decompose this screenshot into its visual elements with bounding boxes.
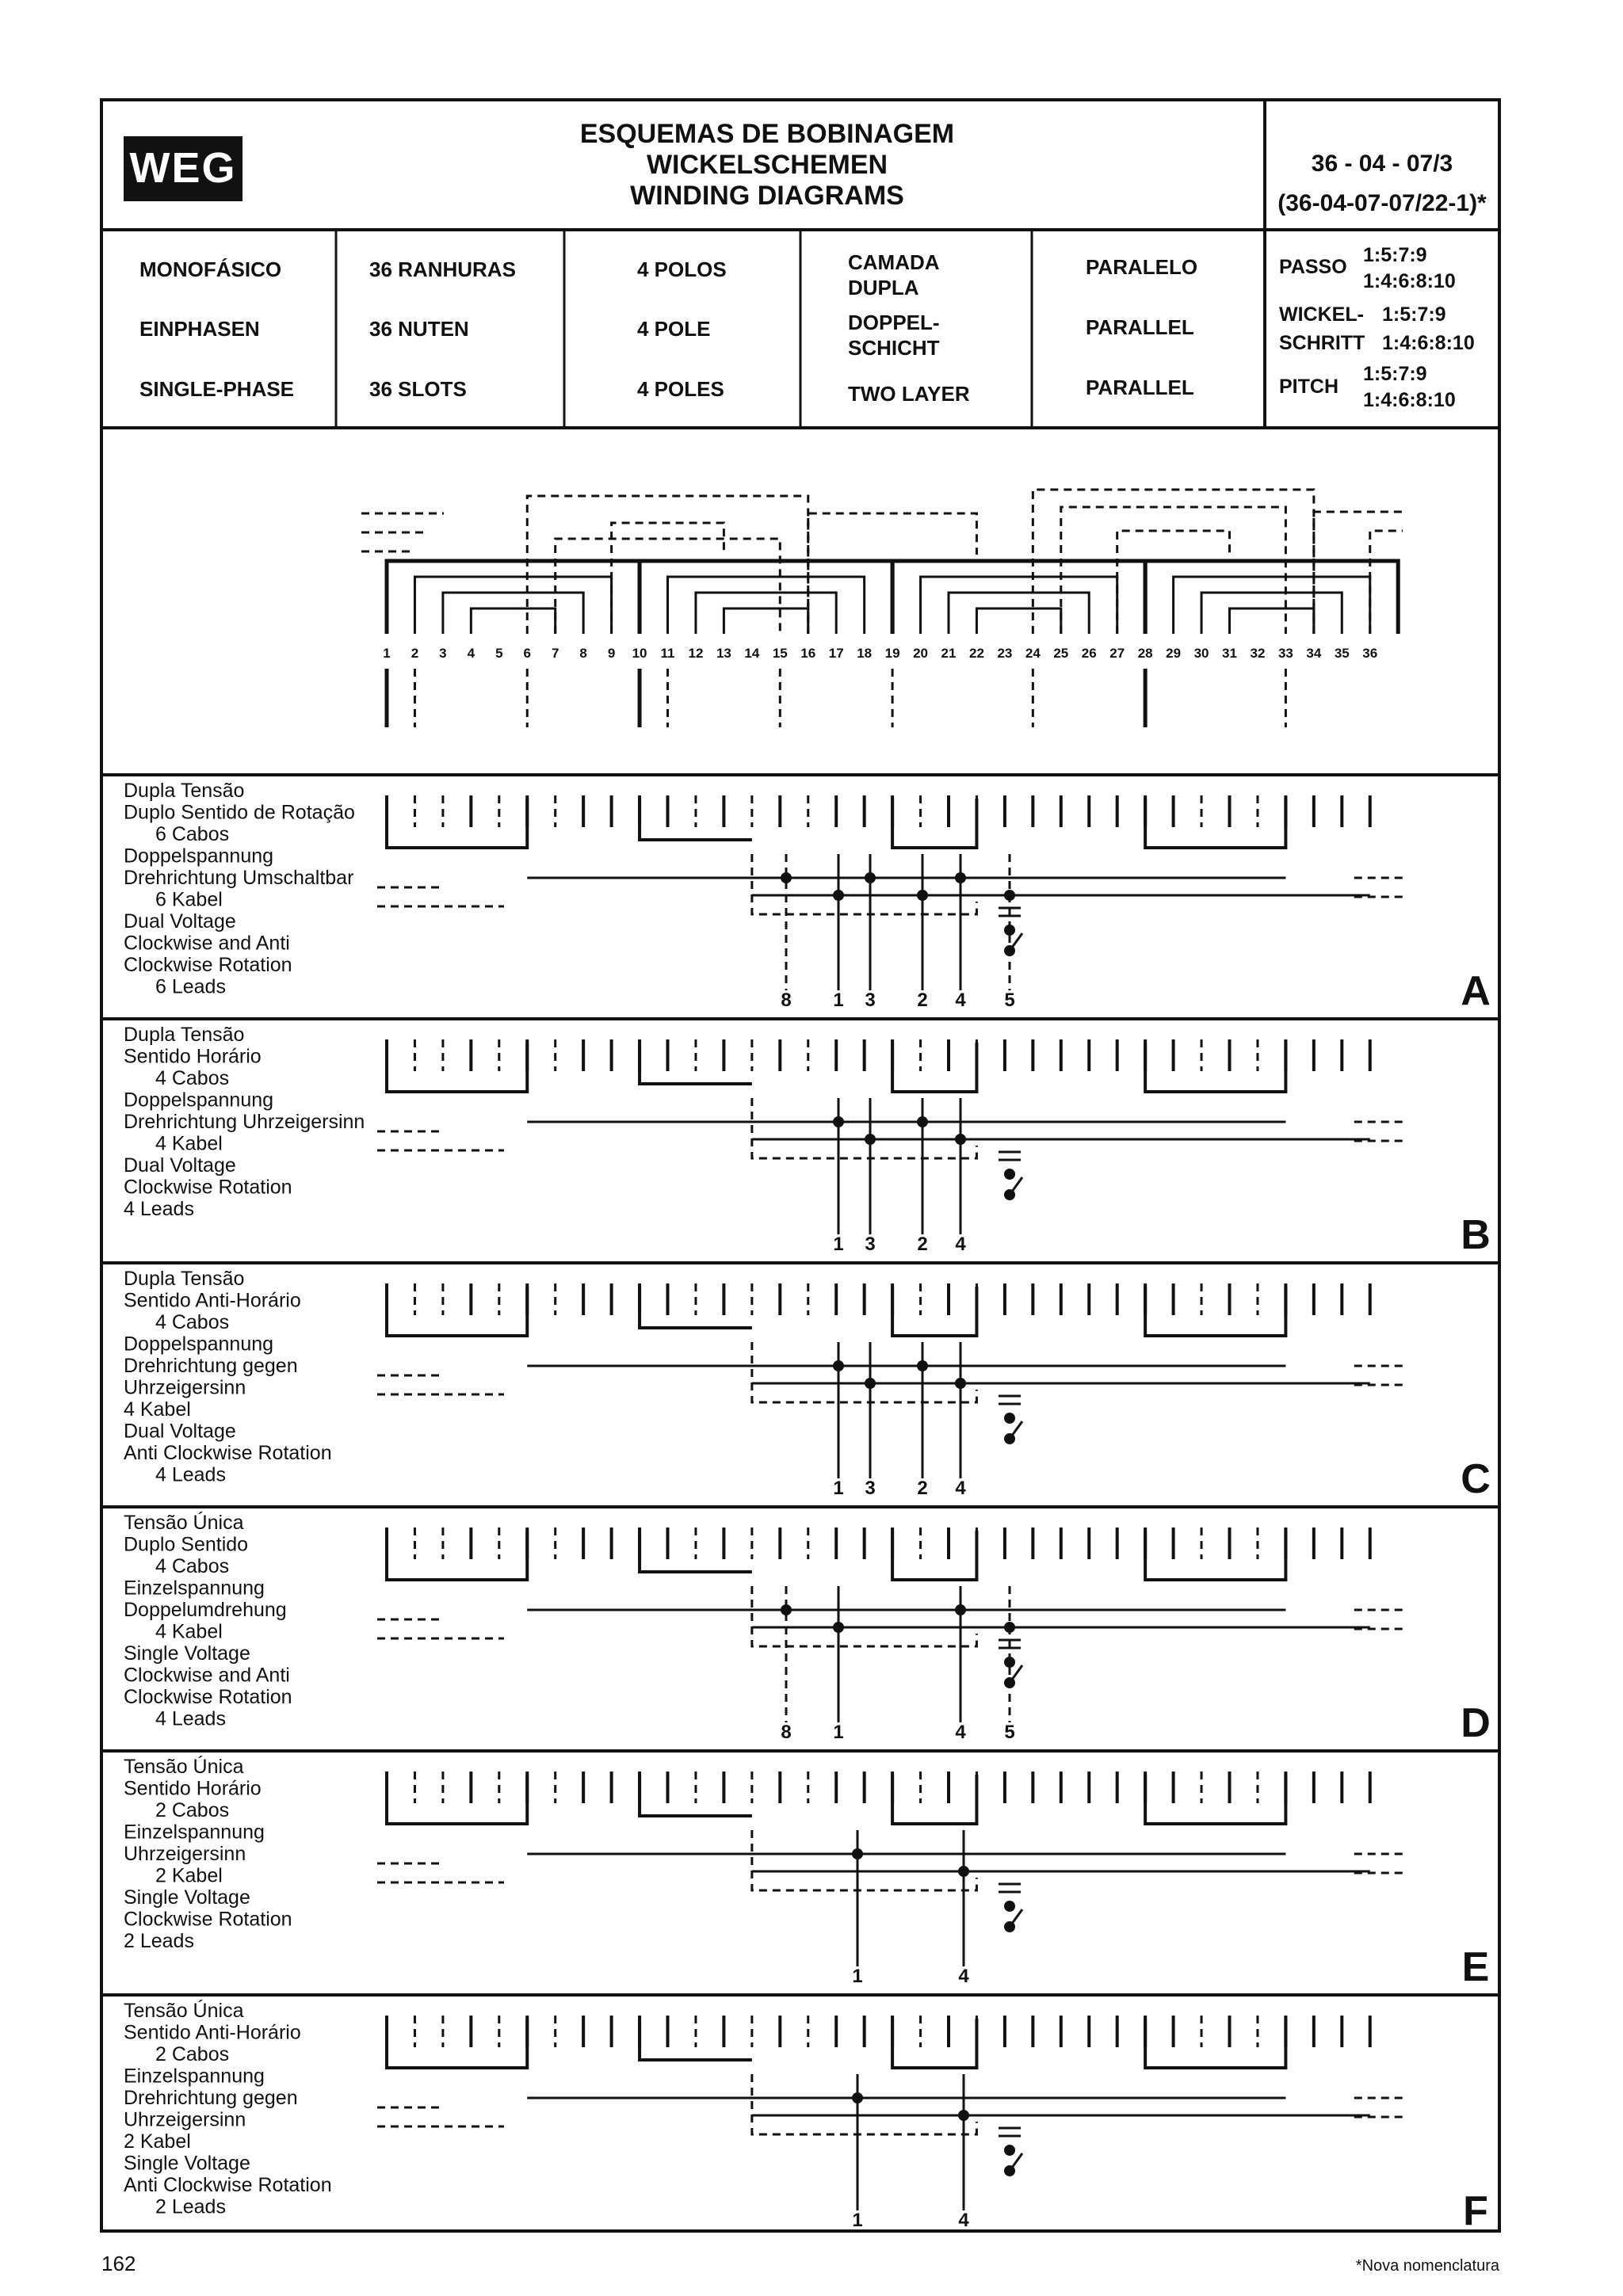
slot-number: 4 xyxy=(467,646,475,661)
lead-junction xyxy=(1004,890,1015,901)
coil xyxy=(1230,608,1314,634)
slot-number: 8 xyxy=(579,646,587,661)
lead-label: 5 xyxy=(1004,1722,1015,1743)
slot-number: 28 xyxy=(1137,646,1153,661)
panel-letter: E xyxy=(1461,1944,1490,1990)
coil-bottom xyxy=(640,1043,752,1084)
lead-junction xyxy=(917,890,928,901)
switch-blade xyxy=(1010,933,1022,951)
coil-bottom xyxy=(640,799,752,840)
lead-junction xyxy=(865,872,876,883)
panel-description-line: Einzelspannung xyxy=(124,2065,265,2088)
spec-layer-pt-2: DUPLA xyxy=(848,276,919,299)
coil xyxy=(443,593,583,634)
slot-number: 13 xyxy=(716,646,731,661)
panel-description-line: Dupla Tensão xyxy=(124,1268,245,1290)
panel-letter: C xyxy=(1461,1456,1491,1502)
panel-letter: B xyxy=(1461,1212,1491,1258)
slot-number: 7 xyxy=(551,646,559,661)
spec-layer-de-1: DOPPEL- xyxy=(848,311,940,334)
coil-bottom xyxy=(640,1287,752,1328)
panel-description-line: Doppelspannung xyxy=(124,845,274,868)
lead-junction xyxy=(955,1134,966,1145)
lead-label: 2 xyxy=(917,1234,928,1255)
lead-label: 5 xyxy=(1004,990,1015,1011)
lead-label: 8 xyxy=(781,1722,792,1743)
capacitor-switch-symbol xyxy=(999,1152,1022,1200)
slot-number: 36 xyxy=(1362,646,1378,661)
panel-description-line: Clockwise Rotation xyxy=(124,1686,292,1708)
pitch-label-de-2: SCHRITT xyxy=(1279,332,1365,354)
slot-ticks xyxy=(387,1283,1370,1315)
spec-slots-de: 36 NUTEN xyxy=(369,317,469,341)
dashed-link xyxy=(752,2074,977,2134)
panel-description-line: Sentido Horário xyxy=(124,1777,262,1800)
slot-ticks xyxy=(387,1772,1370,1803)
panel-description-line: 4 Cabos xyxy=(155,1555,230,1577)
spec-phase xyxy=(139,257,294,401)
coil-bottom xyxy=(892,799,976,848)
coil-bottom xyxy=(387,1043,527,1092)
lead-junction xyxy=(917,1360,928,1371)
panel-description-line: Duplo Sentido de Rotação xyxy=(124,801,355,824)
bus-lines xyxy=(377,1586,1403,1646)
panel-description-line: Uhrzeigersinn xyxy=(124,1376,246,1399)
lead-junction xyxy=(833,1622,844,1633)
lead-label: 4 xyxy=(958,1966,969,1987)
spec-layer-de-2: SCHICHT xyxy=(848,336,940,360)
coil-bottom xyxy=(387,1775,527,1824)
panel-description-line: 4 Cabos xyxy=(155,1311,230,1333)
panel-description-line: 4 Kabel xyxy=(155,1132,223,1155)
slot-number: 21 xyxy=(941,646,957,661)
panel-description-line: 2 Leads xyxy=(155,2195,226,2218)
panel-f xyxy=(124,1999,1488,2234)
lead-label: 3 xyxy=(865,990,876,1011)
panel-description-line: Sentido Anti-Horário xyxy=(124,2021,301,2044)
spec-phase-de: EINPHASEN xyxy=(139,317,260,341)
panel-description-line: Dual Voltage xyxy=(124,910,236,933)
weg-logo xyxy=(124,136,242,201)
panel-letter: A xyxy=(1461,968,1491,1014)
lead-junction xyxy=(833,890,844,901)
panel-description-line: Uhrzeigersinn xyxy=(124,2108,246,2131)
slot-numbers xyxy=(383,646,1377,661)
panel-description-line: 4 Leads xyxy=(155,1463,226,1486)
diagram-code: 36 - 04 - 07/3 xyxy=(1311,151,1453,177)
lead-junction xyxy=(955,1604,966,1615)
panel-b xyxy=(124,1024,1491,1258)
coil-bottom xyxy=(1145,1531,1285,1580)
coil xyxy=(976,608,1060,634)
coil-bottom xyxy=(387,1287,527,1336)
pitch-pt-2: 1:4:6:8:10 xyxy=(1363,270,1456,292)
panel-description-line: 2 Kabel xyxy=(155,1864,223,1887)
spec-poles-en: 4 POLES xyxy=(637,377,724,401)
coil xyxy=(892,561,1145,634)
capacitor-switch-symbol xyxy=(999,1396,1022,1444)
coil-bottom xyxy=(1145,1775,1285,1824)
slot-number: 6 xyxy=(523,646,531,661)
coil-group-3 xyxy=(892,561,1145,634)
panel-description-line: Dual Voltage xyxy=(124,1154,236,1177)
panel-description-line: 6 Kabel xyxy=(155,888,223,911)
slot-number: 17 xyxy=(828,646,844,661)
panel-description-line: Drehrichtung Umschaltbar xyxy=(124,867,354,889)
pitch-label-de-1: WICKEL- xyxy=(1279,303,1364,326)
slot-number: 3 xyxy=(439,646,447,661)
pitch-de-2: 1:4:6:8:10 xyxy=(1382,332,1475,354)
coil-bottom xyxy=(387,1531,527,1580)
switch-blade xyxy=(1010,1909,1022,1927)
footnote: *Nova nomenclatura xyxy=(1355,2257,1499,2275)
dashed-link xyxy=(752,1342,977,1402)
main-winding-diagram xyxy=(361,490,1403,727)
slot-number: 1 xyxy=(383,646,391,661)
panel-description-line: Tensão Única xyxy=(124,1756,244,1778)
panel-description-line: 2 Leads xyxy=(124,1930,194,1952)
coil-bottom xyxy=(387,799,527,848)
spec-poles xyxy=(637,257,727,401)
lead-label: 1 xyxy=(852,2210,863,2231)
panel-description-line: Doppelumdrehung xyxy=(124,1599,287,1621)
panel-description-line: Single Voltage xyxy=(124,1886,250,1909)
panel-description-line: 2 Cabos xyxy=(155,1799,230,1821)
coil-bottom xyxy=(1145,1287,1285,1336)
switch-blade xyxy=(1010,1177,1022,1195)
coil-bottom xyxy=(892,2019,976,2068)
slot-number: 31 xyxy=(1222,646,1237,661)
pitch-en-1: 1:5:7:9 xyxy=(1363,363,1427,385)
spec-poles-de: 4 POLE xyxy=(637,317,711,341)
panel-description-line: Doppelspannung xyxy=(124,1333,274,1356)
capacitor-switch-symbol xyxy=(999,1884,1022,1932)
slot-number: 26 xyxy=(1081,646,1097,661)
coil-group-4 xyxy=(1145,561,1398,634)
coil-bottom xyxy=(892,1287,976,1336)
slot-ticks xyxy=(387,2016,1370,2047)
title-en: WINDING DIAGRAMS xyxy=(630,181,904,211)
panel-description-line: Dupla Tensão xyxy=(124,1024,245,1046)
main-leads xyxy=(387,669,1285,727)
slot-number: 11 xyxy=(660,646,675,661)
bus-lines xyxy=(377,1098,1403,1158)
lead-label: 8 xyxy=(781,990,792,1011)
dashed-link xyxy=(752,1830,977,1890)
spec-slots-pt: 36 RANHURAS xyxy=(369,257,516,281)
spec-layer-pt-1: CAMADA xyxy=(848,250,940,274)
panel-d xyxy=(124,1511,1491,1746)
slot-number: 35 xyxy=(1334,646,1350,661)
panel-description-line: Clockwise Rotation xyxy=(124,1176,292,1199)
lead-junction xyxy=(781,1604,792,1615)
lead-label: 1 xyxy=(833,1234,844,1255)
panel-description-line: Clockwise Rotation xyxy=(124,1908,292,1931)
panel-description-line: 2 Cabos xyxy=(155,2043,230,2065)
lead-junction xyxy=(833,1116,844,1127)
lead-junction xyxy=(958,2110,969,2121)
coil xyxy=(668,577,865,634)
spec-phase-en: SINGLE-PHASE xyxy=(139,377,295,401)
coil xyxy=(387,561,640,634)
coil-group-2 xyxy=(640,561,892,634)
sheet-frame xyxy=(101,100,1499,2231)
slot-number: 30 xyxy=(1193,646,1209,661)
coil-bottom xyxy=(1145,1043,1285,1092)
spec-layer-en: TWO LAYER xyxy=(848,382,970,406)
dashed-link xyxy=(752,1098,977,1158)
spec-connection-en: PARALLEL xyxy=(1086,376,1194,399)
bus-lines xyxy=(377,2074,1403,2134)
lead-label: 4 xyxy=(955,1722,966,1743)
coil xyxy=(414,577,611,634)
coil-bottom xyxy=(640,2019,752,2060)
coil-bottom xyxy=(892,1043,976,1092)
lead-label: 1 xyxy=(852,1966,863,1987)
coil-bottom xyxy=(892,1531,976,1580)
slot-number: 24 xyxy=(1025,646,1041,661)
slot-number: 27 xyxy=(1109,646,1125,661)
panel-description-line: Single Voltage xyxy=(124,1642,250,1665)
slot-number: 15 xyxy=(772,646,788,661)
panel-description-line: 4 Cabos xyxy=(155,1067,230,1089)
coil-bottom xyxy=(387,2019,527,2068)
panel-description-line: Drehrichtung gegen xyxy=(124,1355,298,1377)
panel-description-line: Sentido Anti-Horário xyxy=(124,1289,301,1312)
panel-a xyxy=(124,780,1491,1014)
panel-description-line: Uhrzeigersinn xyxy=(124,1843,246,1865)
panel-description-line: Anti Clockwise Rotation xyxy=(124,2174,332,2196)
pitch-de-1: 1:5:7:9 xyxy=(1382,303,1446,326)
spec-slots-en: 36 SLOTS xyxy=(369,377,467,401)
lead-label: 4 xyxy=(955,1478,966,1499)
slot-ticks xyxy=(387,795,1370,827)
slot-number: 14 xyxy=(744,646,760,661)
panel-description-line: Einzelspannung xyxy=(124,1577,265,1600)
slot-number: 25 xyxy=(1053,646,1069,661)
coil xyxy=(1145,561,1398,634)
pitch-en-2: 1:4:6:8:10 xyxy=(1363,389,1456,411)
slot-number: 10 xyxy=(632,646,647,661)
spec-connection xyxy=(1086,255,1197,399)
coil xyxy=(696,593,836,634)
panel-description-line: Tensão Única xyxy=(124,2000,244,2022)
lead-junction xyxy=(852,2092,863,2103)
slot-number: 19 xyxy=(884,646,900,661)
coil-bottom xyxy=(640,1531,752,1572)
pitch-pt-1: 1:5:7:9 xyxy=(1363,244,1427,266)
panel-description-line: Single Voltage xyxy=(124,2152,250,2175)
coil xyxy=(1201,593,1342,634)
slot-number: 23 xyxy=(997,646,1013,661)
slot-number: 32 xyxy=(1250,646,1266,661)
coil-bottom xyxy=(1145,799,1285,848)
panel-description-line: Dual Voltage xyxy=(124,1420,236,1443)
slot-number: 16 xyxy=(800,646,816,661)
spec-layer xyxy=(848,250,970,406)
lead-junction xyxy=(781,872,792,883)
title-de: WICKELSCHEMEN xyxy=(646,150,888,180)
panel-description-line: Drehrichtung gegen xyxy=(124,2087,298,2109)
lead-junction xyxy=(1004,1622,1015,1633)
lead-junction xyxy=(917,1116,928,1127)
lead-label: 1 xyxy=(833,990,844,1011)
panel-letter: F xyxy=(1463,2188,1488,2234)
coil-bottom xyxy=(892,1775,976,1824)
panel-description-line: Sentido Horário xyxy=(124,1045,262,1068)
coil-bottom xyxy=(1145,2019,1285,2068)
lead-label: 1 xyxy=(833,1478,844,1499)
switch-blade xyxy=(1010,1421,1022,1439)
pitch-label-en: PITCH xyxy=(1279,376,1338,398)
lead-label: 4 xyxy=(955,1234,966,1255)
lead-label: 3 xyxy=(865,1234,876,1255)
spec-connection-de: PARALLEL xyxy=(1086,315,1194,339)
panel-letter: D xyxy=(1461,1700,1491,1746)
switch-contact xyxy=(1004,1901,1015,1912)
page-number: 162 xyxy=(101,2252,136,2275)
coil-group-1 xyxy=(387,561,640,634)
coil xyxy=(949,593,1089,634)
spec-phase-pt: MONOFÁSICO xyxy=(139,257,282,281)
lead-label: 3 xyxy=(865,1478,876,1499)
lead-junction xyxy=(865,1378,876,1389)
spec-pitch xyxy=(1279,244,1475,411)
switch-contact xyxy=(1004,2145,1015,2156)
panel-description-line: Clockwise and Anti xyxy=(124,1664,290,1687)
spec-connection-pt: PARALELO xyxy=(1086,255,1198,279)
panel-description-line: Drehrichtung Uhrzeigersinn xyxy=(124,1111,365,1133)
panel-description-line: 6 Cabos xyxy=(155,823,230,845)
panel-description-line: 4 Leads xyxy=(155,1707,226,1730)
panel-description-line: 4 Kabel xyxy=(124,1398,191,1421)
lead-label: 4 xyxy=(955,990,966,1011)
lead-junction xyxy=(852,1848,863,1859)
panel-description-line: 2 Kabel xyxy=(124,2130,191,2153)
coil xyxy=(921,577,1117,634)
bus-lines xyxy=(377,854,1403,914)
title-pt: ESQUEMAS DE BOBINAGEM xyxy=(579,119,955,149)
lead-label: 2 xyxy=(917,1478,928,1499)
panel-description-line: Einzelspannung xyxy=(124,1821,265,1844)
panel-c xyxy=(124,1268,1491,1502)
pitch-label-pt: PASSO xyxy=(1279,256,1347,278)
lead-label: 1 xyxy=(833,1722,844,1743)
panel-description-line: Tensão Única xyxy=(124,1512,244,1534)
spec-poles-pt: 4 POLOS xyxy=(637,257,727,281)
panel-description-line: Clockwise and Anti xyxy=(124,932,290,955)
panel-description-line: Doppelspannung xyxy=(124,1089,274,1112)
switch-contact xyxy=(1004,1413,1015,1424)
switch-contact xyxy=(1004,1169,1015,1180)
coil-bottom xyxy=(640,1775,752,1816)
panel-description-line: Anti Clockwise Rotation xyxy=(124,1442,332,1464)
spec-slots xyxy=(369,257,516,401)
lead-label: 4 xyxy=(958,2210,969,2231)
switch-blade xyxy=(1010,1665,1022,1683)
lead-junction xyxy=(955,1378,966,1389)
coil xyxy=(724,608,808,634)
slot-number: 12 xyxy=(688,646,704,661)
panel-description-line: Duplo Sentido xyxy=(124,1533,249,1556)
slot-number: 34 xyxy=(1306,646,1322,661)
panel-description-line: 6 Leads xyxy=(155,975,226,998)
bus-lines xyxy=(377,1830,1403,1890)
slot-number: 20 xyxy=(913,646,929,661)
panel-description-line: 4 Leads xyxy=(124,1198,194,1220)
slot-ticks xyxy=(387,1527,1370,1559)
slot-number: 18 xyxy=(857,646,873,661)
switch-blade xyxy=(1010,2153,1022,2171)
slot-number: 9 xyxy=(607,646,616,661)
lead-junction xyxy=(955,872,966,883)
slot-number: 5 xyxy=(495,646,503,661)
lead-junction xyxy=(865,1134,876,1145)
slot-number: 33 xyxy=(1277,646,1293,661)
panel-description-line: Clockwise Rotation xyxy=(124,954,292,976)
coil xyxy=(640,561,892,634)
coil xyxy=(471,608,555,634)
lead-label: 2 xyxy=(917,990,928,1011)
logo-text: WEG xyxy=(129,144,237,192)
slot-ticks xyxy=(387,1039,1370,1071)
slot-number: 29 xyxy=(1166,646,1182,661)
bus-lines xyxy=(377,1342,1403,1402)
capacitor-switch-symbol xyxy=(999,2128,1022,2176)
slot-number: 22 xyxy=(968,646,984,661)
panel-description-line: Dupla Tensão xyxy=(124,780,245,802)
coil xyxy=(1174,577,1370,634)
panel-e xyxy=(124,1755,1489,1990)
panel-description-line: 4 Kabel xyxy=(155,1620,223,1643)
slot-number: 2 xyxy=(411,646,419,661)
lead-junction xyxy=(833,1360,844,1371)
lead-junction xyxy=(958,1866,969,1877)
diagram-code-alt: (36-04-07-07/22-1)* xyxy=(1277,190,1487,216)
